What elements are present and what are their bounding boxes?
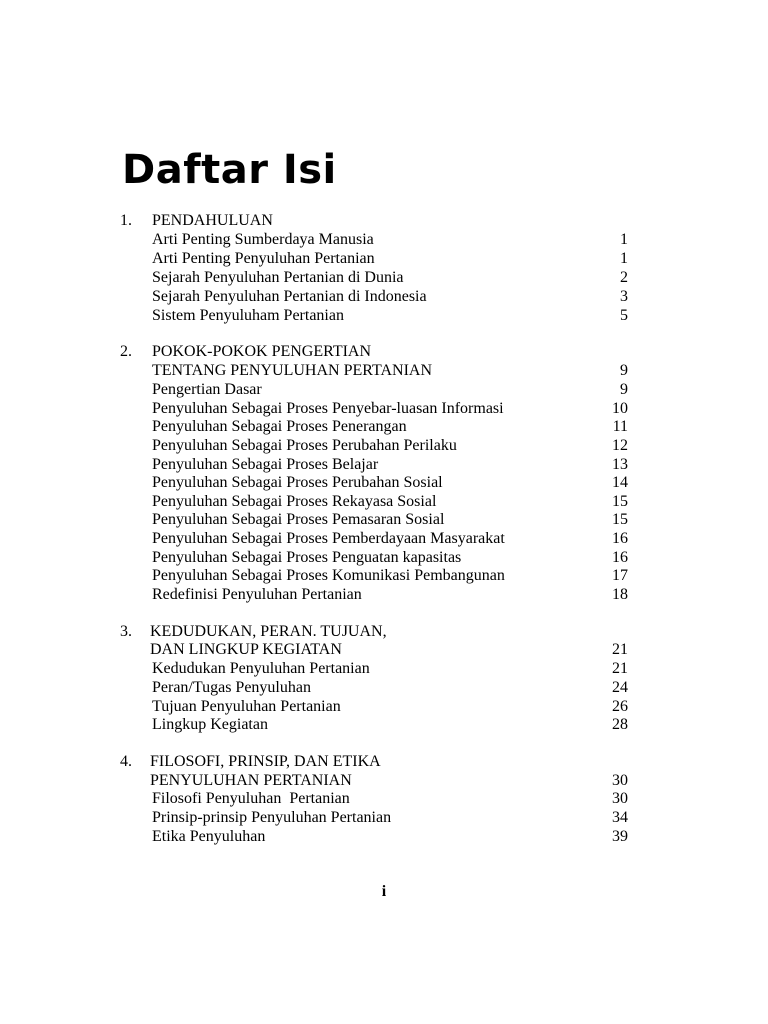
entry-page: 16 bbox=[612, 530, 628, 547]
entry-label: Sejarah Penyuluhan Pertanian di Dunia bbox=[152, 269, 404, 286]
entry-label: Arti Penting Penyuluhan Pertanian bbox=[152, 250, 375, 267]
entry-page: 11 bbox=[612, 418, 628, 435]
toc-entry[interactable] bbox=[0, 697, 768, 716]
entry-label: Penyuluhan Sebagai Proses Penyebar-luasan Informasi bbox=[152, 400, 504, 417]
entry-label: Arti Penting Sumberdaya Manusia bbox=[152, 231, 374, 248]
entry-label: Penyuluhan Sebagai Proses Penerangan bbox=[152, 418, 407, 435]
toc-entry[interactable] bbox=[0, 678, 768, 697]
entry-page: 18 bbox=[612, 586, 628, 603]
toc-entry[interactable] bbox=[0, 380, 768, 399]
toc-section-heading[interactable] bbox=[0, 622, 768, 641]
entry-page: 24 bbox=[612, 679, 628, 696]
toc-entry[interactable] bbox=[0, 789, 768, 808]
entry-label: Prinsip-prinsip Penyuluhan Pertanian bbox=[152, 809, 392, 826]
entry-label: Tujuan Penyuluhan Pertanian bbox=[152, 698, 341, 715]
section-title: PENDAHULUAN bbox=[152, 212, 273, 229]
entry-page: 28 bbox=[612, 716, 628, 733]
toc-entry[interactable] bbox=[0, 585, 768, 604]
toc-entry[interactable] bbox=[0, 436, 768, 455]
toc-entry[interactable] bbox=[0, 566, 768, 585]
toc-entry[interactable] bbox=[0, 548, 768, 567]
toc-entry[interactable] bbox=[0, 808, 768, 827]
entry-page: 12 bbox=[612, 437, 628, 454]
entry-label: Etika Penyuluhan bbox=[152, 828, 266, 845]
toc-entry[interactable] bbox=[0, 399, 768, 418]
toc-entry[interactable] bbox=[0, 249, 768, 268]
toc-section-heading-cont[interactable] bbox=[0, 361, 768, 380]
toc-entry[interactable] bbox=[0, 306, 768, 325]
entry-label: Filosofi Penyuluhan Pertanian bbox=[152, 790, 350, 807]
section-page: 30 bbox=[612, 772, 628, 789]
entry-page: 10 bbox=[612, 400, 628, 417]
entry-page: 9 bbox=[620, 381, 628, 398]
entry-page: 2 bbox=[620, 269, 628, 286]
toc-section-heading[interactable] bbox=[0, 211, 768, 230]
toc-entry[interactable] bbox=[0, 268, 768, 287]
section-title: POKOK-POKOK PENGERTIAN bbox=[152, 343, 372, 360]
toc-entry[interactable] bbox=[0, 287, 768, 306]
page-number: i bbox=[381, 883, 387, 900]
toc-entry[interactable] bbox=[0, 529, 768, 548]
section-title: PENYULUHAN PERTANIAN bbox=[150, 772, 352, 789]
section-title: TENTANG PENYULUHAN PERTANIAN bbox=[152, 362, 433, 379]
toc-section-heading-cont[interactable] bbox=[0, 771, 768, 790]
entry-page: 1 bbox=[620, 231, 628, 248]
page-title: Daftar Isi bbox=[122, 147, 337, 193]
entry-label: Penyuluhan Sebagai Proses Perubahan Perilaku bbox=[152, 437, 457, 454]
entry-page: 34 bbox=[612, 809, 628, 826]
section-page: 9 bbox=[620, 362, 628, 379]
entry-page: 5 bbox=[620, 307, 628, 324]
entry-label: Penyuluhan Sebagai Proses Komunikasi Pembangunan bbox=[152, 567, 505, 584]
entry-label: Peran/Tugas Penyuluhan bbox=[152, 679, 311, 696]
entry-label: Penyuluhan Sebagai Proses Rekayasa Sosial bbox=[152, 493, 437, 510]
toc-entry[interactable] bbox=[0, 473, 768, 492]
entry-page: 39 bbox=[612, 828, 628, 845]
entry-label: Penyuluhan Sebagai Proses Penguatan kapasitas bbox=[152, 549, 462, 566]
entry-page: 15 bbox=[612, 511, 628, 528]
section-number: 4. bbox=[120, 753, 132, 770]
section-page: 21 bbox=[612, 641, 628, 658]
toc-entry[interactable] bbox=[0, 455, 768, 474]
entry-label: Sistem Penyuluham Pertanian bbox=[152, 307, 344, 324]
section-number: 2. bbox=[120, 343, 132, 360]
entry-label: Kedudukan Penyuluhan Pertanian bbox=[152, 660, 370, 677]
section-title: FILOSOFI, PRINSIP, DAN ETIKA bbox=[150, 753, 381, 770]
toc-entry[interactable] bbox=[0, 715, 768, 734]
toc-entry[interactable] bbox=[0, 417, 768, 436]
toc-section-heading[interactable] bbox=[0, 752, 768, 771]
toc-entry[interactable] bbox=[0, 827, 768, 846]
section-title: KEDUDUKAN, PERAN. TUJUAN, bbox=[150, 623, 387, 640]
entry-label: Pengertian Dasar bbox=[152, 381, 262, 398]
entry-label: Penyuluhan Sebagai Proses Pemasaran Sosial bbox=[152, 511, 445, 528]
entry-label: Lingkup Kegiatan bbox=[152, 716, 268, 733]
entry-label: Redefinisi Penyuluhan Pertanian bbox=[152, 586, 362, 603]
entry-label: Penyuluhan Sebagai Proses Perubahan Sosial bbox=[152, 474, 443, 491]
entry-page: 16 bbox=[612, 549, 628, 566]
entry-page: 14 bbox=[612, 474, 628, 491]
toc-section-heading[interactable] bbox=[0, 342, 768, 361]
entry-page: 17 bbox=[612, 567, 628, 584]
entry-page: 3 bbox=[620, 288, 628, 305]
entry-label: Sejarah Penyuluhan Pertanian di Indonesia bbox=[152, 288, 427, 305]
entry-label: Penyuluhan Sebagai Proses Pemberdayaan Masyarakat bbox=[152, 530, 505, 547]
section-number: 1. bbox=[120, 212, 132, 229]
toc-entry[interactable] bbox=[0, 659, 768, 678]
entry-page: 21 bbox=[612, 660, 628, 677]
entry-page: 26 bbox=[612, 698, 628, 715]
toc-entry[interactable] bbox=[0, 510, 768, 529]
section-number: 3. bbox=[120, 623, 132, 640]
entry-page: 15 bbox=[612, 493, 628, 510]
entry-label: Penyuluhan Sebagai Proses Belajar bbox=[152, 456, 379, 473]
entry-page: 30 bbox=[612, 790, 628, 807]
entry-page: 13 bbox=[612, 456, 628, 473]
toc-entry[interactable] bbox=[0, 230, 768, 249]
section-title: DAN LINGKUP KEGIATAN bbox=[150, 641, 342, 658]
toc-section-heading-cont[interactable] bbox=[0, 640, 768, 659]
toc-entry[interactable] bbox=[0, 492, 768, 511]
entry-page: 1 bbox=[620, 250, 628, 267]
